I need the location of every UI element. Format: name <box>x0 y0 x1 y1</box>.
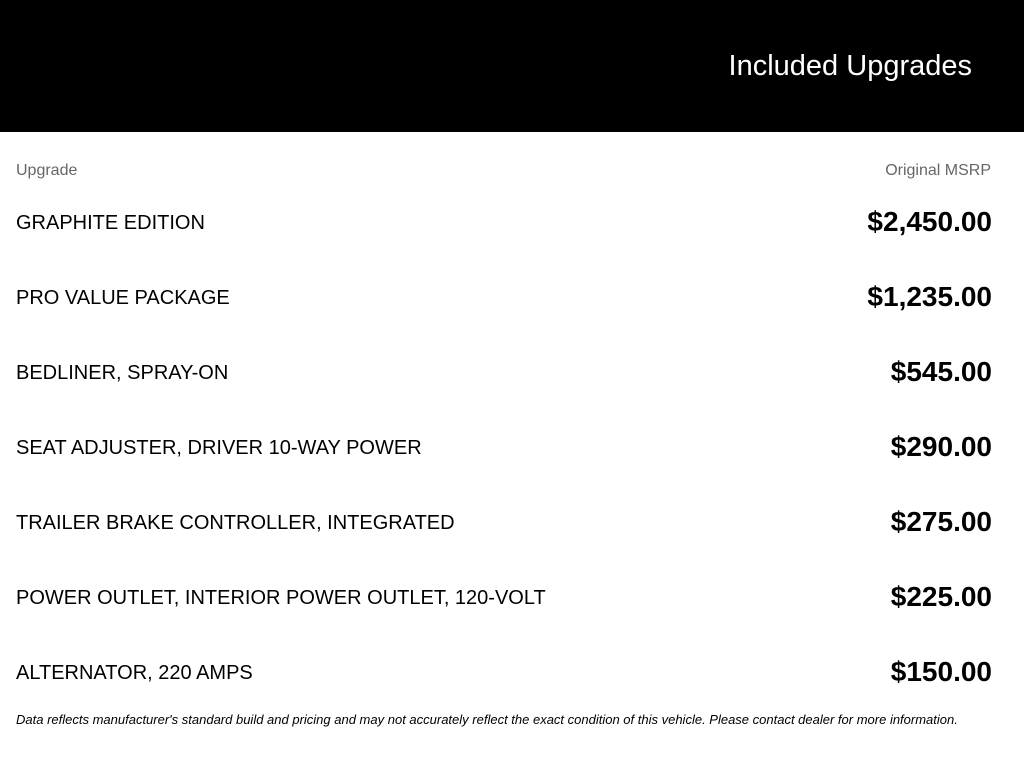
upgrade-name: PRO VALUE PACKAGE <box>16 287 230 309</box>
upgrade-price: $225.00 <box>890 581 992 612</box>
table-row <box>0 427 1024 502</box>
upgrade-price: $1,235.00 <box>867 281 992 312</box>
upgrade-name: ALTERNATOR, 220 AMPS <box>16 662 253 684</box>
table-row <box>0 352 1024 427</box>
upgrade-list <box>0 202 1024 727</box>
upgrade-price: $545.00 <box>890 356 992 387</box>
upgrade-name: TRAILER BRAKE CONTROLLER, INTEGRATED <box>16 512 455 534</box>
upgrade-name: SEAT ADJUSTER, DRIVER 10-WAY POWER <box>16 437 422 459</box>
table-row <box>0 502 1024 577</box>
table-row <box>0 577 1024 652</box>
upgrade-name: GRAPHITE EDITION <box>16 212 205 234</box>
column-header-upgrade: Upgrade <box>16 162 78 179</box>
upgrade-price: $2,450.00 <box>867 206 992 237</box>
header-bar <box>0 0 1024 132</box>
disclaimer-text: Data reflects manufacturer's standard build and pricing and may not accurately reflect the exact condition of this vehicle. Please contact dealer for more information. <box>16 712 958 727</box>
upgrade-price: $275.00 <box>890 506 992 537</box>
column-header-msrp: Original MSRP <box>885 162 991 179</box>
table-row <box>0 202 1024 277</box>
upgrade-name: BEDLINER, SPRAY-ON <box>16 362 229 384</box>
table-row <box>0 277 1024 352</box>
page-title: Included Upgrades <box>728 50 972 82</box>
upgrade-price: $290.00 <box>890 431 992 462</box>
upgrade-name: POWER OUTLET, INTERIOR POWER OUTLET, 120-VOLT <box>16 587 546 609</box>
upgrade-price: $150.00 <box>890 656 992 687</box>
